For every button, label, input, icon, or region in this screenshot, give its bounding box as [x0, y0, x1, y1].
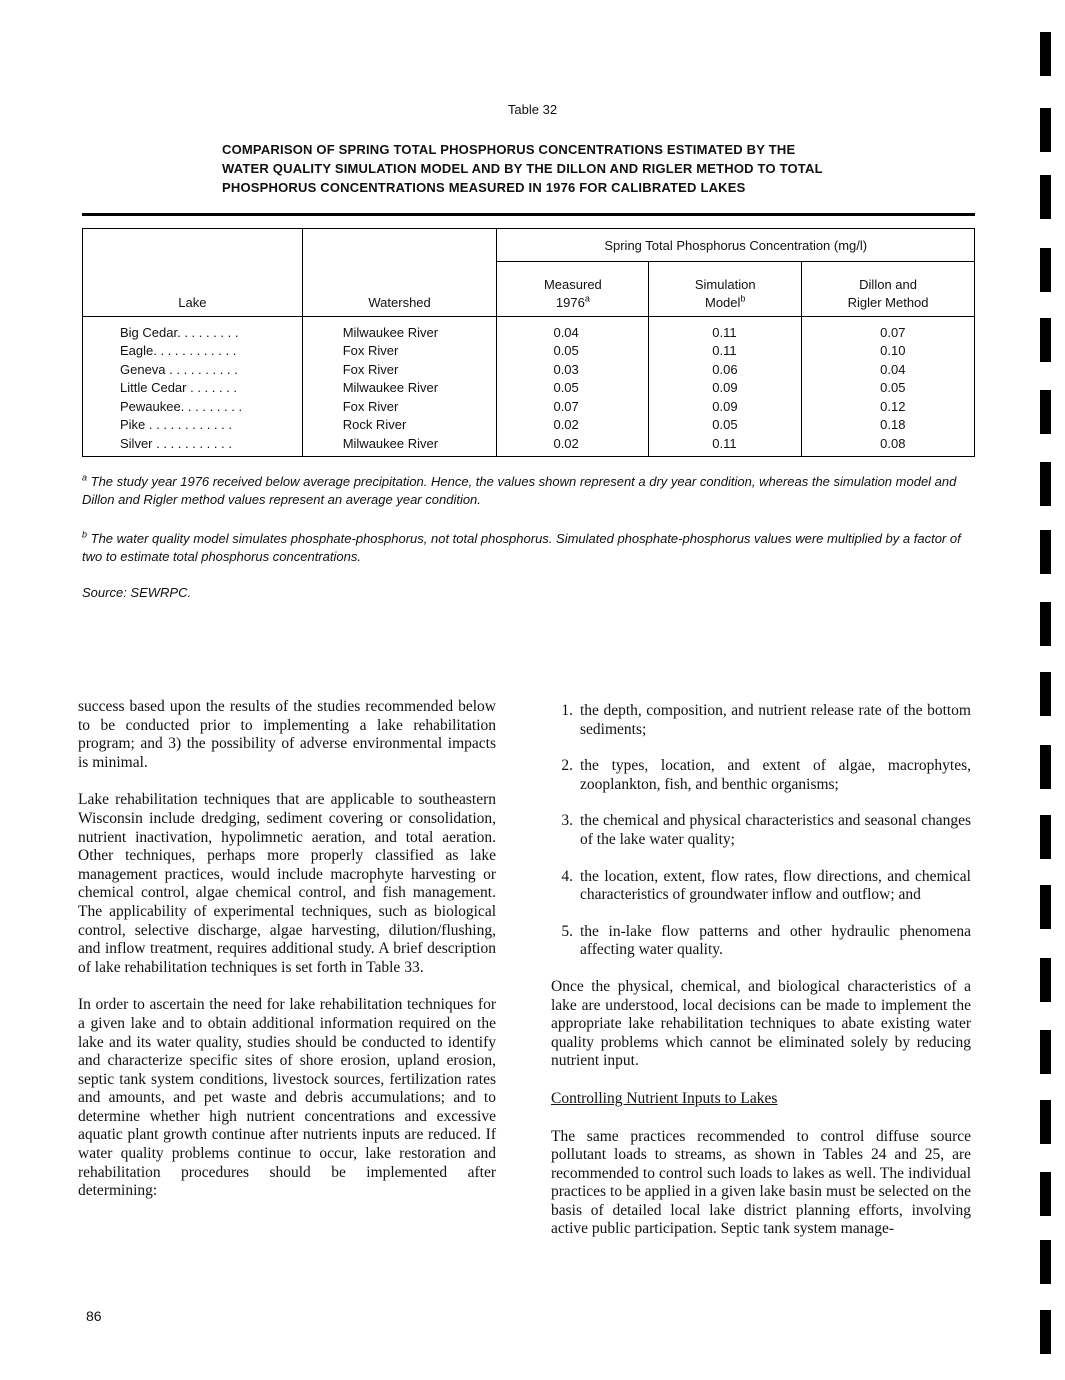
page-number: 86	[86, 1308, 102, 1324]
simulation-value: 0.05	[649, 416, 802, 435]
measured-value: 0.04	[497, 317, 649, 342]
scan-edge-mark	[1040, 602, 1051, 646]
measured-value: 0.05	[497, 379, 649, 398]
footnote-a-marker: a	[82, 472, 88, 483]
dillon-value: 0.04	[802, 360, 975, 379]
list-item	[551, 702, 971, 739]
phosphorus-table	[82, 228, 975, 457]
body-paragraph: Lake rehabilitation techniques that are applicable to southeastern Wisconsin include dredging, sediment covering or consolidation, nutrient inactivation, hypolimnetic aeration, and total aeration. Other techniques, perhaps more properly classified as lake management practices, would include macrophyte harvesting or chemical control, algae chemical control, and fish management. The applicability of experimental techniques, such as biological control, selective discharge, algae harvesting, dilution/flushing, and inflow treatment, requires additional study. A brief description of lake rehabilitation techniques is set forth in Table 33.	[78, 791, 496, 976]
scan-edge-mark	[1040, 885, 1051, 929]
dillon-value: 0.12	[802, 397, 975, 416]
list-number: 5.	[561, 922, 573, 940]
table-row	[83, 397, 975, 416]
measured-value: 0.07	[497, 397, 649, 416]
header-measured: Measured 1976$^a$	[497, 262, 649, 317]
footnote-a-text: The study year 1976 received below average precipitation. Hence, the values shown represent a dry year condition, whereas the simulation model and Dillon and Rigler method values represent an average year condition.	[82, 474, 957, 507]
watershed-name: Milwaukee River	[302, 379, 497, 398]
footnote-b-marker: b	[82, 529, 88, 540]
watershed-name: Fox River	[302, 342, 497, 361]
lake-name: Big Cedar. . . . . . . . .	[83, 317, 303, 342]
lake-name: Pike . . . . . . . . . . . .	[83, 416, 303, 435]
footnote-a	[82, 473, 977, 509]
measured-value: 0.02	[497, 434, 649, 456]
scan-edge-mark	[1040, 1240, 1051, 1284]
simulation-value: 0.11	[649, 317, 802, 342]
scan-edge-mark	[1040, 1310, 1051, 1354]
list-item	[551, 868, 971, 905]
section-subheading: Controlling Nutrient Inputs to Lakes	[551, 1089, 778, 1107]
scan-edge-mark	[1040, 530, 1051, 574]
dillon-value: 0.10	[802, 342, 975, 361]
scan-edge-mark	[1040, 745, 1051, 789]
table-title: COMPARISON OF SPRING TOTAL PHOSPHORUS CONCENTRATIONS ESTIMATED BY THE WATER QUALITY SIMULATION MODEL AND BY THE DILLON AND RIGLER METHOD TO TOTAL PHOSPHORUS CONCENTRATIONS MEASURED IN 1976 FOR CALIBRATED LAKES	[222, 142, 823, 195]
scan-edge-mark	[1040, 390, 1051, 434]
footnote-b-text: The water quality model simulates phosphate-phosphorus, not total phosphorus. Simulated phosphate-phosphorus values were multiplied by a factor of two to estimate total phosphorus concentrations.	[82, 531, 961, 564]
scan-edge-mark	[1040, 672, 1051, 716]
scan-edge-mark	[1040, 248, 1051, 292]
simulation-value: 0.09	[649, 379, 802, 398]
scan-edge-mark	[1040, 175, 1051, 219]
scan-edge-mark	[1040, 318, 1051, 362]
dillon-value: 0.18	[802, 416, 975, 435]
list-number: 3.	[561, 812, 573, 830]
scan-edge-mark	[1040, 1100, 1051, 1144]
measured-value: 0.05	[497, 342, 649, 361]
dillon-value: 0.08	[802, 434, 975, 456]
header-lake: Lake	[83, 229, 303, 317]
table-row	[83, 360, 975, 379]
list-number: 2.	[561, 757, 573, 775]
body-paragraph: The same practices recommended to control diffuse source pollutant loads to streams, as shown in Tables 24 and 25, are recommended to control such loads to lakes as well. The individual practices to be applied in a given lake basin must be selected on the basis of detailed local lake district planning efforts, involving active public participation. Septic tank system manage-	[551, 1127, 971, 1238]
header-simulation: Simulation Model$^b$	[649, 262, 802, 317]
watershed-name: Milwaukee River	[302, 317, 497, 342]
header-dillon-rigler: Dillon and Rigler Method	[802, 262, 975, 317]
list-number: 1.	[561, 702, 573, 719]
scan-edge-mark	[1040, 462, 1051, 506]
table-row	[83, 342, 975, 361]
footnote-b	[82, 530, 977, 566]
list-item	[551, 812, 971, 849]
watershed-name: Fox River	[302, 397, 497, 416]
list-text: the depth, composition, and nutrient release rate of the bottom sediments;	[580, 702, 971, 738]
list-item	[551, 923, 971, 960]
lake-name: Silver . . . . . . . . . . .	[83, 434, 303, 456]
list-text: the location, extent, flow rates, flow directions, and chemical characteristics of groundwater inflow and outflow; and	[580, 867, 971, 904]
list-text: the in-lake flow patterns and other hydraulic phenomena affecting water quality.	[580, 922, 971, 959]
dillon-value: 0.07	[802, 317, 975, 342]
left-column	[78, 698, 496, 1220]
list-item	[551, 757, 971, 794]
watershed-name: Fox River	[302, 360, 497, 379]
simulation-value: 0.06	[649, 360, 802, 379]
simulation-value: 0.11	[649, 342, 802, 361]
lake-name: Pewaukee. . . . . . . . .	[83, 397, 303, 416]
table-source: Source: SEWRPC.	[82, 585, 192, 600]
scan-edge-mark	[1040, 32, 1051, 76]
title-rule	[82, 213, 975, 216]
watershed-name: Rock River	[302, 416, 497, 435]
list-text: the types, location, and extent of algae, macrophytes, zooplankton, fish, and benthic organisms;	[580, 757, 971, 793]
table-row	[83, 317, 975, 342]
header-watershed: Watershed	[302, 229, 497, 317]
table-row	[83, 416, 975, 435]
right-column	[551, 702, 971, 1258]
simulation-value: 0.09	[649, 397, 802, 416]
scan-edge-mark	[1040, 815, 1051, 859]
list-text: the chemical and physical characteristics and seasonal changes of the lake water quality;	[580, 812, 971, 848]
table-label: Table 32	[507, 102, 558, 117]
measured-value: 0.03	[497, 360, 649, 379]
body-paragraph: success based upon the results of the studies recommended below to be conducted prior to implementing a lake rehabilitation program; and 3) the possibility of adverse environmental impacts is minimal.	[78, 698, 496, 771]
lake-name: Geneva . . . . . . . . . .	[83, 360, 303, 379]
scan-edge-mark	[1040, 1172, 1051, 1216]
body-paragraph: In order to ascertain the need for lake rehabilitation techniques for a given lake and to obtain additional information required on the lake and its water quality, studies should be conducted to identify and characterize specific sites of shore erosion, upland erosion, septic tank system conditions, livestock sources, fertilization rates and amounts, and pet waste and debris accumulations; and to determine whether high nutrient concentrations and excessive aquatic plant growth continue after nutrients inputs are reduced. If water quality problems continue to occur, lake restoration and rehabilitation procedures should be implemented after determining:	[78, 996, 496, 1200]
simulation-value: 0.11	[649, 434, 802, 456]
list-number: 4.	[561, 867, 573, 885]
scan-edge-mark	[1040, 958, 1051, 1002]
measured-value: 0.02	[497, 416, 649, 435]
scan-edge-mark	[1040, 108, 1051, 152]
watershed-name: Milwaukee River	[302, 434, 497, 456]
scan-edge-mark	[1040, 1030, 1051, 1074]
table-row	[83, 434, 975, 456]
table-row	[83, 379, 975, 398]
lake-name: Eagle. . . . . . . . . . . .	[83, 342, 303, 361]
dillon-value: 0.05	[802, 379, 975, 398]
header-concentration-group: Spring Total Phosphorus Concentration (mg/l)	[497, 229, 975, 262]
body-paragraph: Once the physical, chemical, and biological characteristics of a lake are understood, local decisions can be made to implement the appropriate lake rehabilitation techniques to abate existing water quality problems which cannot be eliminated solely by reducing nutrient input.	[551, 977, 971, 1070]
lake-name: Little Cedar . . . . . . .	[83, 379, 303, 398]
